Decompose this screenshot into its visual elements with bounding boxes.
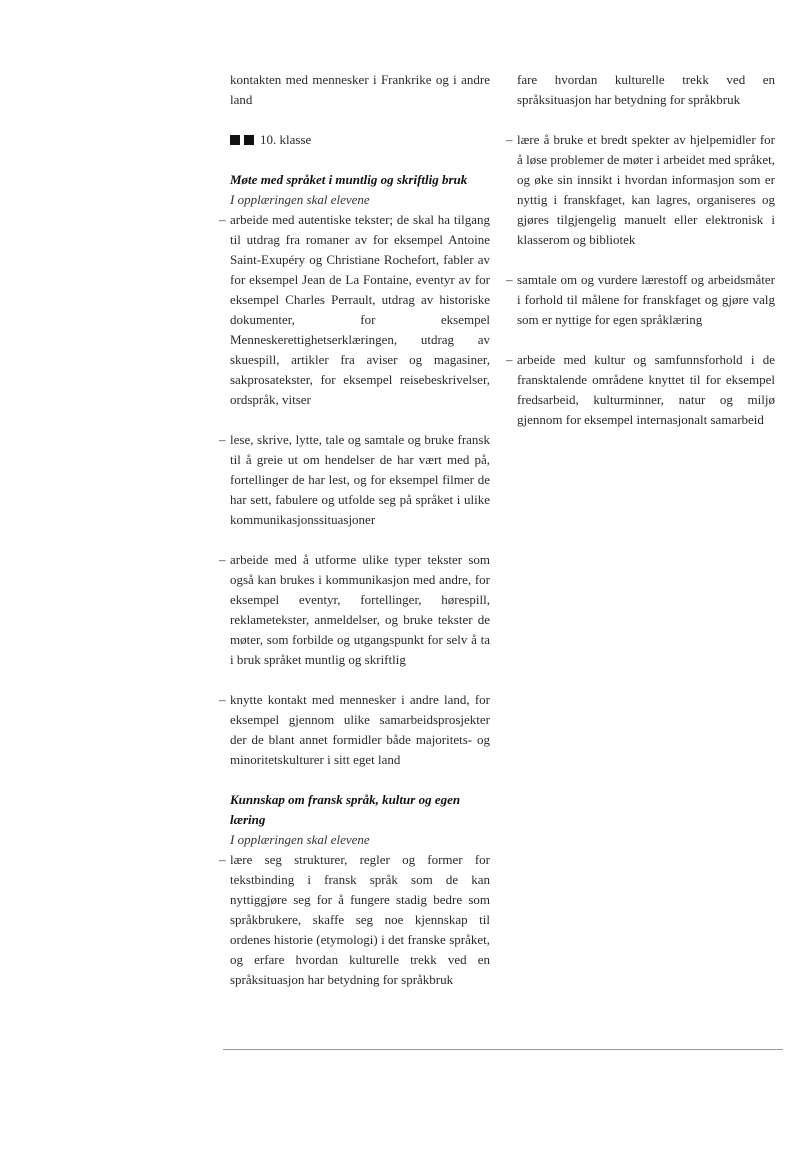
list-item: – lære å bruke et bredt spekter av hjelpemidler for å løse problemer de møter i arbeidet med språket, og øke sin innsikt i hvordan informasjon som er nyttig i franskfaget, kan lagres, organiseres og gjøres tilgjengelig manuelt eller elektronisk i klasserom og bibliotek [506, 132, 775, 247]
intro-text: kontakten med mennesker i Frankrike og i andre land [230, 72, 490, 107]
list-item: – arbeide med kultur og samfunnsforhold i de fransktalende områdene knyttet til for eksempel fredsarbeid, kulturminner, natur og miljø gjennom for eksempel internasjonalt samarbeid [506, 352, 775, 427]
square-bullet-icon [244, 135, 254, 145]
dash-icon: – [506, 272, 513, 287]
grade-heading [230, 130, 490, 150]
dash-icon: – [506, 132, 513, 147]
section-list [219, 210, 490, 770]
section-knowledge [219, 790, 490, 987]
section-list [219, 850, 490, 987]
dash-icon: – [219, 212, 226, 227]
list-item: – lese, skrive, lytte, tale og samtale og bruke fransk til å greie ut om hendelser de har vært med på, fortellinger de har lest, og for eksempel filmer de har sett, fabulere og utfolde seg på språket i ulike kommunikasjonssituasjoner [219, 432, 490, 527]
list-item: – knytte kontakt med mennesker i andre land, for eksempel gjennom ulike samarbeidsprosjekter der de blant annet formidler både majoritets- og minoritetskulturer i sitt eget land [219, 692, 490, 767]
dash-icon: – [219, 552, 226, 567]
dash-icon: – [219, 692, 226, 707]
list-item: – lære seg strukturer, regler og former for tekstbinding i fransk språk som de kan nyttiggjøre seg for å fungere stadig bedre som språkbrukere, skaffe seg noe kjennskap til ordenes historie (etymologi) i det franske språket, og erfare hvordan kulturelle trekk ved en språksituasjon har betydning for språkbruk [219, 852, 490, 987]
footer-rule [223, 1049, 783, 1050]
left-column [219, 70, 490, 987]
right-column [506, 70, 775, 430]
dash-icon: – [506, 352, 513, 367]
list-item: – arbeide med å utforme ulike typer tekster som også kan brukes i kommunikasjon med andre, for eksempel eventyr, fortellinger, hørespill, reklametekster, anmeldelser, og bruke tekster de møter, som forbilde og utgangspunkt for selv å ta i bruk språket muntlig og skriftlig [219, 552, 490, 667]
section-oral-written [219, 170, 490, 770]
dash-icon: – [219, 432, 226, 447]
section-heading: Kunnskap om fransk språk, kultur og egen læring [230, 792, 461, 827]
continuation-text: fare hvordan kulturelle trekk ved en språksituasjon har betydning for språkbruk [517, 72, 775, 107]
list-item: – samtale om og vurdere lærestoff og arbeidsmåter i forhold til målene for franskfaget og gjøre valg som er nyttige for egen språklæring [506, 272, 775, 327]
section-list [506, 130, 775, 430]
square-bullet-icon [230, 135, 240, 145]
dash-icon: – [219, 852, 226, 867]
grade-label: 10. klasse [260, 132, 312, 147]
section-subheading: I opplæringen skal elevene [230, 192, 370, 207]
section-heading: Møte med språket i muntlig og skriftlig bruk [230, 172, 468, 187]
section-subheading: I opplæringen skal elevene [230, 832, 370, 847]
list-item: – arbeide med autentiske tekster; de skal ha tilgang til utdrag fra romaner av for eksempel Antoine Saint-Exupéry og Christiane Rochefort, fabler av for eksempel Jean de La Fontaine, eventyr av for eksempel Charles Perrault, utdrag av historiske dokumenter, for eksempel Menneskerettighetserklæringen, utdrag av skuespill, artikler fra aviser og magasiner, sakprosatekster, for eksempel reisebeskrivelser, ordspråk, vitser [219, 212, 490, 407]
